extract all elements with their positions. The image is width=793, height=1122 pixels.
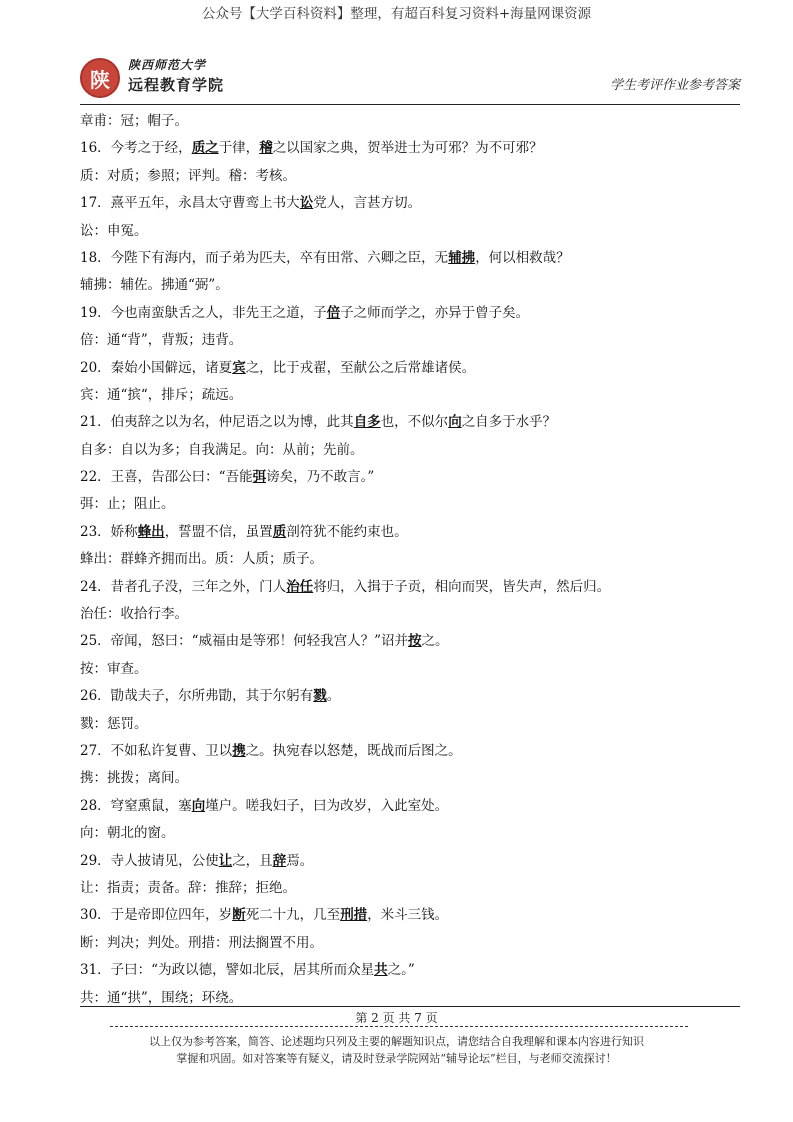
school-name: 陕西师范大学	[128, 58, 207, 72]
content-line	[80, 327, 740, 354]
content-line	[80, 601, 740, 628]
document-type-label: 学生考评作业参考答案	[609, 78, 740, 93]
content-line	[80, 245, 740, 272]
text-segment: 之以国家之典，贺举进士为可邪？为不可邪？	[272, 140, 543, 157]
text-segment: 按：审查。	[80, 660, 148, 677]
text-segment: ，誓盟不信，虽置	[164, 523, 273, 540]
text-segment: 27．不如私许复曹、卫以	[80, 742, 233, 759]
highlighted-term: 倍	[326, 304, 341, 321]
content-line	[80, 108, 740, 135]
highlighted-term: 辅拂	[448, 249, 476, 266]
highlighted-term: 戮	[313, 688, 327, 705]
text-segment: 党人，言甚方切。	[313, 195, 422, 212]
text-segment: 弭：止；阻止。	[80, 496, 175, 513]
text-segment: 质：对质；参照；评判。稽：考核。	[80, 167, 296, 184]
content-line	[80, 355, 740, 382]
text-segment: 之自多于水乎？	[461, 414, 557, 431]
text-segment: 死二十九，几至	[245, 907, 341, 924]
content-line	[80, 820, 740, 847]
text-segment: 26．勖哉夫子，尔所弗勖，其于尔躬有	[80, 688, 314, 705]
text-segment: 让：指责；责备。辞：推辞；拒绝。	[80, 879, 296, 896]
text-segment: 24．昔者孔子没，三年之外，门人	[80, 578, 287, 595]
footer-note	[100, 1033, 693, 1067]
dashed-divider	[110, 1026, 688, 1027]
page-number: 第 2 页 共 7 页	[355, 1011, 438, 1025]
content-line	[80, 546, 740, 573]
page-header	[80, 56, 740, 105]
text-segment: 章甫：冠；帽子。	[80, 113, 188, 129]
content-line	[80, 382, 740, 409]
highlighted-term: 讼	[299, 195, 314, 212]
highlighted-term: 质	[272, 523, 287, 540]
text-segment: 30．于是帝即位四年，岁	[80, 907, 233, 924]
text-segment: 戮：惩罚。	[80, 715, 148, 732]
text-segment: 16．今考之于经，	[80, 140, 192, 157]
footer-divider	[80, 1006, 740, 1007]
college-name: 远程教育学院	[128, 76, 225, 94]
text-segment: 之。”	[387, 962, 415, 979]
text-segment: 蜂出：群蜂齐拥而出。质：人质；质子。	[80, 551, 323, 568]
text-segment: 子之师而学之，亦异于曾子矣。	[340, 304, 530, 321]
text-segment: 于律，	[218, 140, 260, 157]
content-line	[80, 875, 740, 902]
text-segment: 21．伯夷辞之以为名，仲尼语之以为博，此其	[80, 414, 354, 431]
highlighted-term: 按	[407, 633, 422, 650]
text-segment: 22．王喜，告邵公曰：“吾能	[80, 469, 253, 486]
content-line	[80, 300, 740, 327]
highlighted-term: 向	[448, 414, 462, 431]
text-segment: 治任：收拾行李。	[80, 606, 188, 623]
seal-char: 陕	[90, 67, 110, 92]
text-segment: 也，不似尔	[380, 414, 449, 431]
highlighted-term: 质之	[191, 140, 219, 157]
highlighted-term: 共	[374, 962, 388, 979]
content-line	[80, 957, 740, 984]
text-segment: 断：判决；判处。刑措：刑法搁置不用。	[80, 934, 323, 951]
content-line	[80, 848, 740, 875]
highlighted-term: 宾	[232, 359, 246, 376]
text-segment: 31．子曰：“为政以德，譬如北辰，居其所而众星	[80, 962, 375, 979]
highlighted-term: 弭	[252, 469, 267, 486]
content-line	[80, 902, 740, 929]
content-line	[80, 574, 740, 601]
footer-note-line-2: 掌握和巩固。如对答案等有疑义，请及时登录学院网站“辅导论坛”栏目，与老师交流探讨！	[176, 1052, 617, 1065]
highlighted-term: 稽	[259, 140, 273, 157]
text-segment: 。	[326, 688, 341, 705]
text-segment: 剖符犹不能约束也。	[286, 523, 408, 540]
content-line	[80, 135, 740, 162]
text-segment: 携：挑拨；离间。	[80, 770, 188, 787]
content-line	[80, 464, 740, 491]
content-line	[80, 519, 740, 546]
text-segment: 倍：通“背”，背叛；违背。	[80, 332, 243, 349]
content-line	[80, 272, 740, 299]
text-segment: 23．娇称	[80, 523, 138, 540]
content-line	[80, 163, 740, 190]
highlighted-term: 向	[191, 797, 206, 814]
content-line	[80, 711, 740, 738]
content-line	[80, 930, 740, 957]
content-line	[80, 218, 740, 245]
text-segment: ，何以相救哉？	[475, 249, 570, 266]
text-segment: 共：通“拱”，围绕；环绕。	[80, 989, 243, 1006]
text-segment: 讼：申冤。	[80, 222, 148, 239]
content-line	[80, 656, 740, 683]
text-segment: 18．今陛下有海内，而子弟为匹夫，卒有田常、六卿之臣，无	[80, 249, 449, 266]
text-segment: 将归，入揖于子贡，相向而哭，皆失声，然后归。	[313, 578, 611, 595]
top-watermark-note: 公众号【大学百科资料】整理，有超百科复习资料+海量网课资源	[201, 6, 592, 22]
text-segment: 之，且	[232, 852, 273, 869]
text-segment: 17．熹平五年，永昌太守曹鸾上书大	[80, 195, 300, 212]
highlighted-term: 治任	[286, 578, 314, 595]
highlighted-term: 让	[218, 852, 233, 869]
text-segment: 19．今也南蛮鴃舌之人，非先王之道，子	[80, 304, 327, 321]
text-segment: 之。执宛春以怒楚，既战而后图之。	[245, 742, 462, 759]
footer-note-line-1: 以上仅为参考答案，简答、论述题均只列及主要的解题知识点，请您结合自我理解和课本内容进行知识	[149, 1035, 644, 1048]
highlighted-term: 蜂出	[137, 523, 165, 540]
highlighted-term: 辞	[272, 852, 287, 869]
text-segment: 之。	[421, 633, 449, 650]
highlighted-term: 携	[232, 742, 246, 759]
content-line	[80, 628, 740, 655]
content-line	[80, 491, 740, 518]
content-line	[80, 985, 740, 1012]
answer-content	[80, 108, 740, 1012]
text-segment: 向：朝北的窗。	[80, 825, 175, 842]
content-line	[80, 738, 740, 765]
text-segment: 宾：通“摈“，排斥；疏远。	[80, 386, 243, 403]
content-line	[80, 765, 740, 792]
text-segment: 20．秦始小国僻远，诸夏	[80, 359, 233, 376]
text-segment: 焉。	[286, 852, 314, 869]
content-line	[80, 409, 740, 436]
text-segment: 之，比于戎翟，至献公之后常雄诸侯。	[245, 359, 476, 376]
text-segment: 墐户。嗟我妇子，曰为改岁，入此室处。	[205, 797, 449, 814]
content-line	[80, 683, 740, 710]
text-segment: 自多：自以为多；自我满足。向：从前；先前。	[80, 441, 364, 458]
highlighted-term: 刑措	[340, 907, 368, 924]
text-segment: 28．穹窒熏鼠，塞	[80, 797, 192, 814]
text-segment: 辅拂：辅佐。拂通“弼”。	[80, 277, 229, 294]
highlighted-term: 断	[232, 907, 246, 924]
school-seal-logo	[80, 58, 120, 98]
text-segment: 29．寺人披请见，公使	[80, 852, 219, 869]
text-segment: 25．帝闻，怒曰：“威福由是等邪！何轻我宫人？”诏并	[80, 633, 408, 650]
content-line	[80, 793, 740, 820]
text-segment: ，米斗三钱。	[367, 907, 449, 924]
highlighted-term: 自多	[353, 414, 381, 431]
text-segment: 谤矣，乃不敢言。”	[266, 469, 375, 486]
content-line	[80, 190, 740, 217]
content-line	[80, 437, 740, 464]
